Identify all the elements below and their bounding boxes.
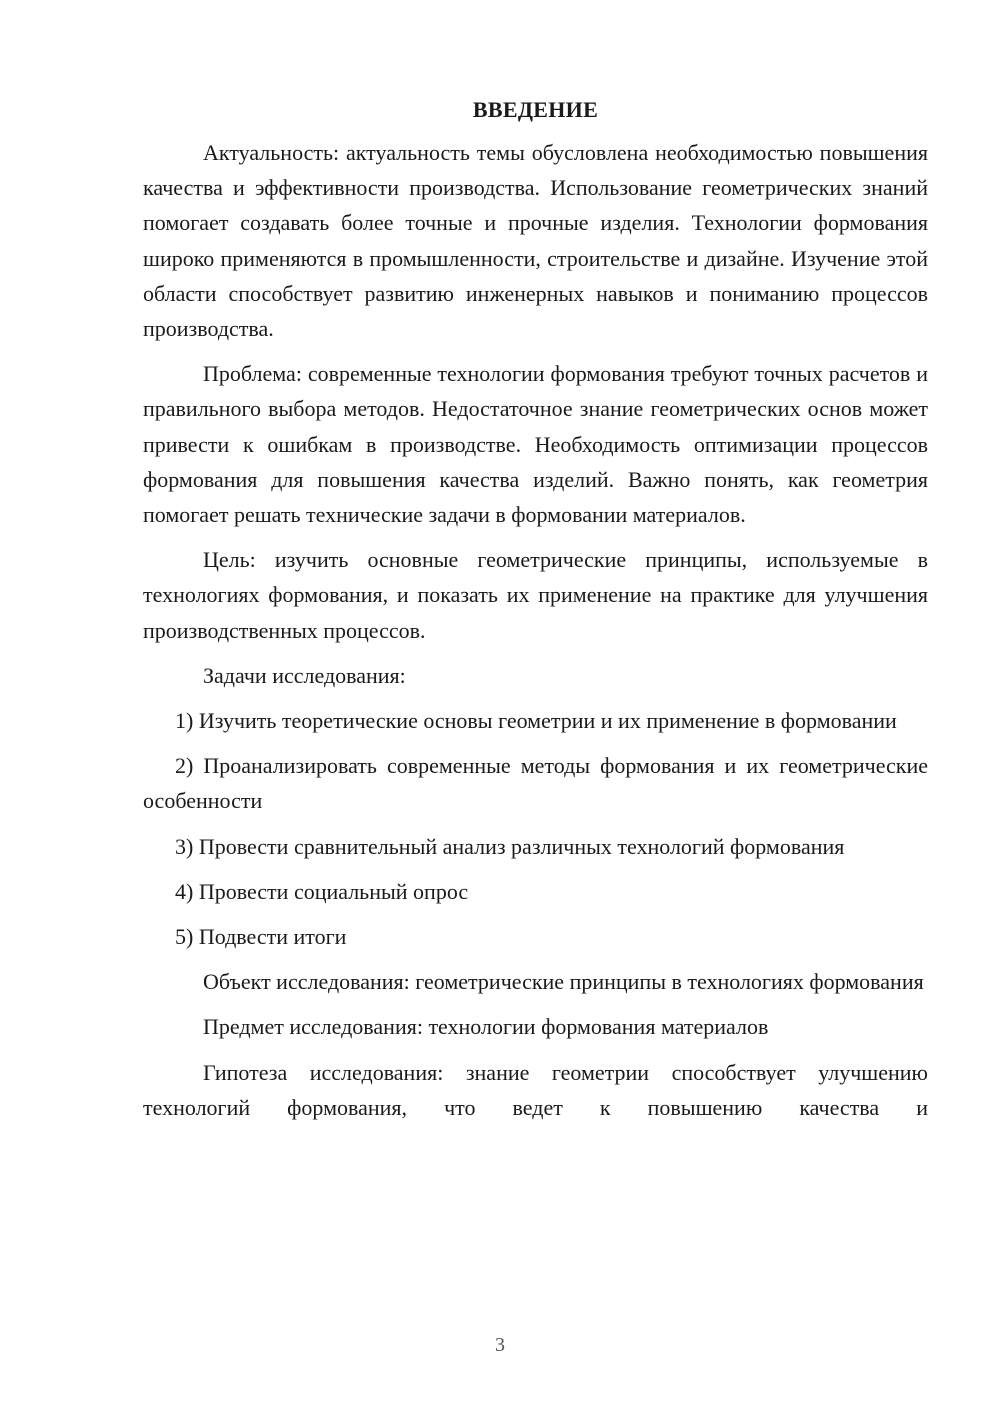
- paragraph-relevance: Актуальность: актуальность темы обусловлена необходимостью повышения качества и эффективности производства. Использование геометрических знаний помогает создавать более точные и прочные изделия. Технологии формования широко применяются в промышленности, строительстве и дизайне. Изучение этой области способствует развитию инженерных навыков и пониманию процессов производства.: [143, 140, 928, 342]
- paragraph-object: Объект исследования: геометрические принципы в технологиях формования: [203, 969, 924, 995]
- paragraph-hypothesis: Гипотеза исследования: знание геометрии способствует улучшению технологий формования, что ведет к повышению качества и: [143, 1059, 928, 1120]
- task-item-3: 3) Провести сравнительный анализ различных технологий формования: [175, 833, 845, 859]
- tasks-heading: Задачи исследования:: [203, 662, 406, 688]
- section-title: ВВЕДЕНИЕ: [472, 97, 599, 122]
- paragraph-problem: Проблема: современные технологии формования требуют точных расчетов и правильного выбора методов. Недостаточное знание геометрических основ может привести к ошибкам в производстве. Необходимость оптимизации процессов формования для повышения качества изделий. Важно понять, как геометрия помогает решать технические задачи в формовании материалов.: [143, 361, 928, 528]
- tasks-list: [143, 703, 928, 954]
- page-number: 3: [495, 1334, 505, 1356]
- task-item-2: 2) Проанализировать современные методы формования и их геометрические особенности: [143, 753, 928, 814]
- task-item-4: 4) Провести социальный опрос: [175, 878, 469, 904]
- task-item-1: 1) Изучить теоретические основы геометрии и их применение в формовании: [175, 708, 897, 734]
- paragraph-goal: Цель: изучить основные геометрические принципы, используемые в технологиях формования, и показать их применение на практике для улучшения производственных процессов.: [143, 547, 928, 643]
- document-page: [143, 92, 928, 1135]
- paragraph-subject: Предмет исследования: технологии формования материалов: [203, 1014, 769, 1040]
- task-item-5: 5) Подвести итоги: [175, 924, 347, 950]
